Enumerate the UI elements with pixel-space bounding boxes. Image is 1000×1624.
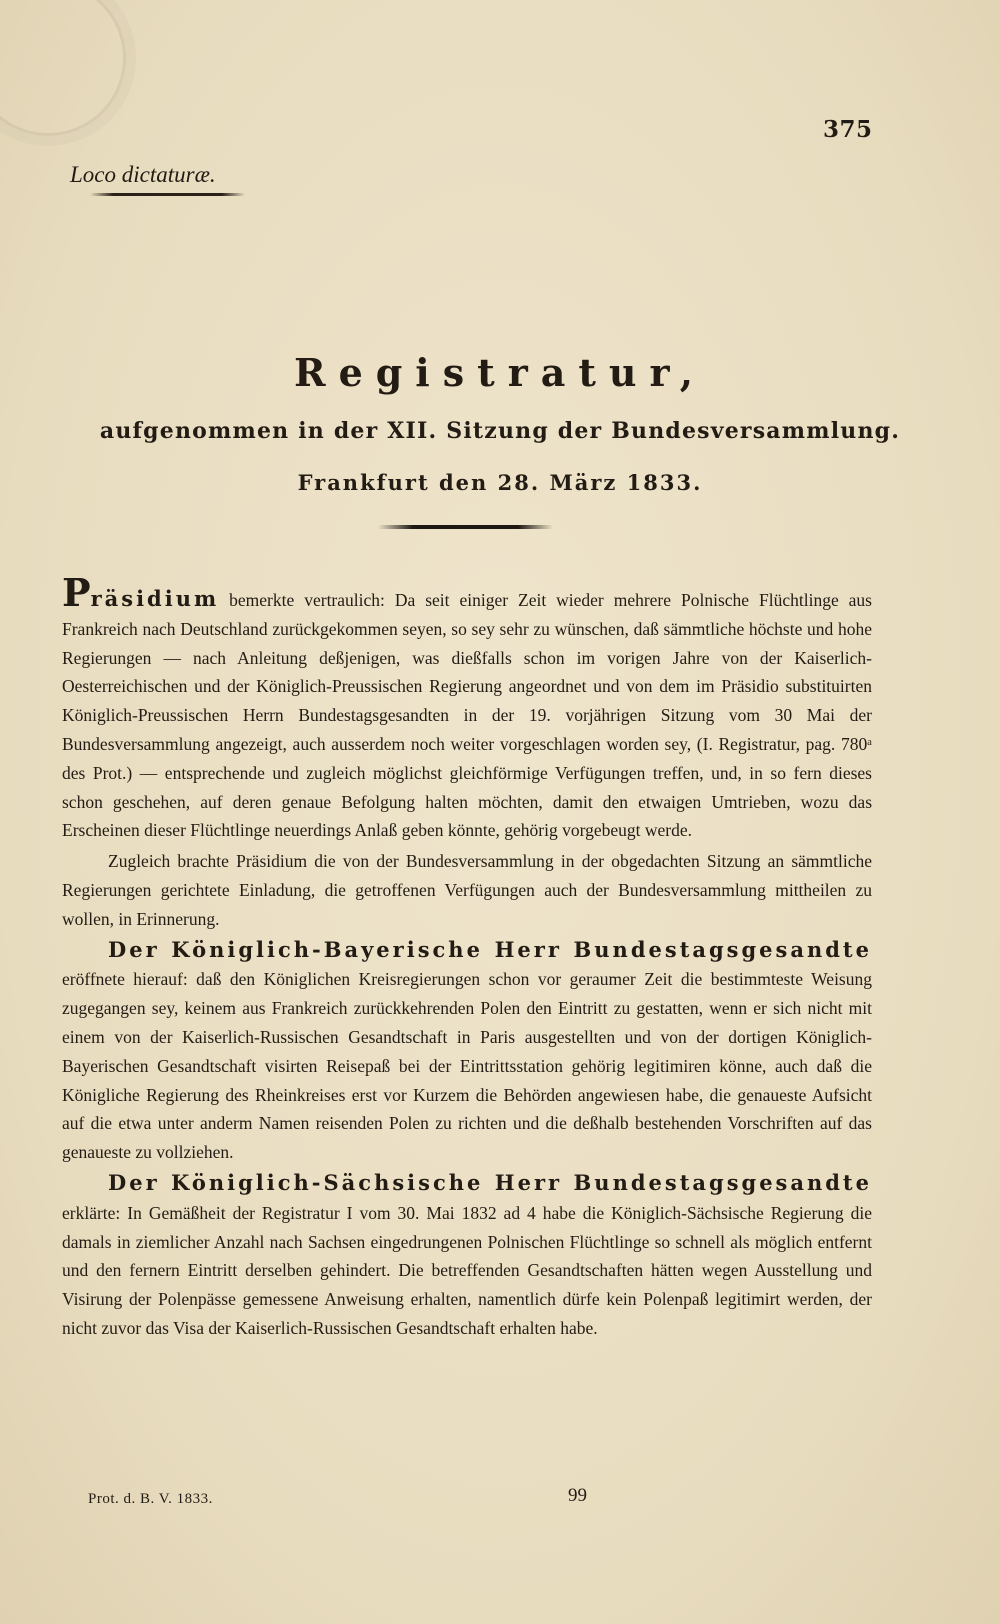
drop-cap: P xyxy=(62,570,91,615)
footer-protocol-reference: Prot. d. B. V. 1833. xyxy=(88,1491,213,1507)
paragraph-4-speaker: Der Königlich-Sächsische Herr Bundestagsgesandte xyxy=(108,1169,872,1195)
paragraph-3-text: eröffnete hierauf: daß den Königlichen Kreisregierungen schon vor geraumer Zeit die bestimmteste Weisung zugegangen sey, keinem aus Frankreich zurückkehrenden Polen den Eintritt zu gestatten, wenn er sich nicht mit einem von der Kaiserlich-Russischen Gesandtschaft in Paris ausgestellten und von der dortigen Königlich-Bayerischen Gesandtschaft visirten Reisepaß bei der Eintrittsstation gehörig legitimiren könne, auch daß die Königliche Regierung des Rheinkreises erst vor Kurzem die Behörden angewiesen habe, die genaueste Aufsicht auf die etwa unter anderm Namen reisenden Polen zu richten und die deßhalb bestehenden Vorschriften auf das genaueste zu vollziehen. xyxy=(62,969,872,1163)
title-divider xyxy=(378,525,553,529)
paragraph-4-text: erklärte: In Gemäßheit der Registratur I vom 30. Mai 1832 ad 4 habe die Königlich-Sächsische Regierung die damals in ziemlicher Anzahl nach Sachsen eingedrungenen Polnischen Flüchtlinge so schnell als möglich entfernt und den fernern Eintritt derselben gehindert. Die betreffenden Gesandtschaften hätten wegen Ausstellung und Visirung der Polenpässe gemessene Anweisung erhalten, namentlich dürfe kein Polenpaß legitimirt werden, der nicht zuvor das Visa der Kaiserlich-Russischen Gesandtschaft erhalten habe. xyxy=(62,1202,872,1338)
paragraph-2: Zugleich brachte Präsidium die von der Bundesversammlung in der obgedachten Sitzung an sämmtliche Regierungen gerichtete Einladung, die getroffenen Verfügungen auch der Bundesversammlung mittheilen zu wollen, in Erinnerung. xyxy=(62,851,872,929)
body-text xyxy=(62,570,872,1343)
paragraph-1 xyxy=(62,570,872,845)
signature-mark: 99 xyxy=(568,1485,587,1506)
marginal-note-underline xyxy=(90,193,245,196)
library-stamp xyxy=(0,0,126,136)
page-number: 375 xyxy=(823,116,873,143)
document-subtitle: aufgenommen in der XII. Sitzung der Bundesversammlung. xyxy=(99,418,901,444)
paragraph-3 xyxy=(62,936,872,1167)
paragraph-4 xyxy=(62,1169,872,1343)
document-title: Registratur, xyxy=(293,350,707,395)
dateline: Frankfurt den 28. März 1833. xyxy=(297,470,703,495)
paragraph-1-lead: räsidium xyxy=(90,586,220,611)
paragraph-3-speaker: Der Königlich-Bayerische Herr Bundestagsgesandte xyxy=(108,936,872,962)
paragraph-1-text: bemerkte vertraulich: Da seit einiger Zeit wieder mehrere Polnische Flüchtlinge aus Frankreich nach Deutschland zurückgekommen seyen, so sey sehr zu wünschen, daß sämmtliche höchste und hohe Regierungen — nach Anleitung deßjenigen, was dießfalls schon im vorigen Jahre von der Kaiserlich-Oesterreichischen und der Königlich-Preussischen Regierung angeordnet und von dem im Präsidio substituirten Königlich-Preussischen Herrn Bundestagsgesandten in der 19. vorjährigen Sitzung vom 30 Mai der Bundesversammlung angezeigt, auch ausserdem noch weiter vorgeschlagen worden sey, (I. Registratur, pag. 780ᵃ des Prot.) — entsprechende und zugleich möglichst gleichförmige Verfügungen treffen, und, in so fern dieses schon geschehen, auf deren genaue Befolgung halten möchten, damit den etwaigen Umtrieben, wozu das Erscheinen dieser Flüchtlinge neuerdings Anlaß geben könnte, gehörig vorgebeugt werde. xyxy=(62,590,872,841)
marginal-note: Loco dictaturæ. xyxy=(70,162,216,187)
